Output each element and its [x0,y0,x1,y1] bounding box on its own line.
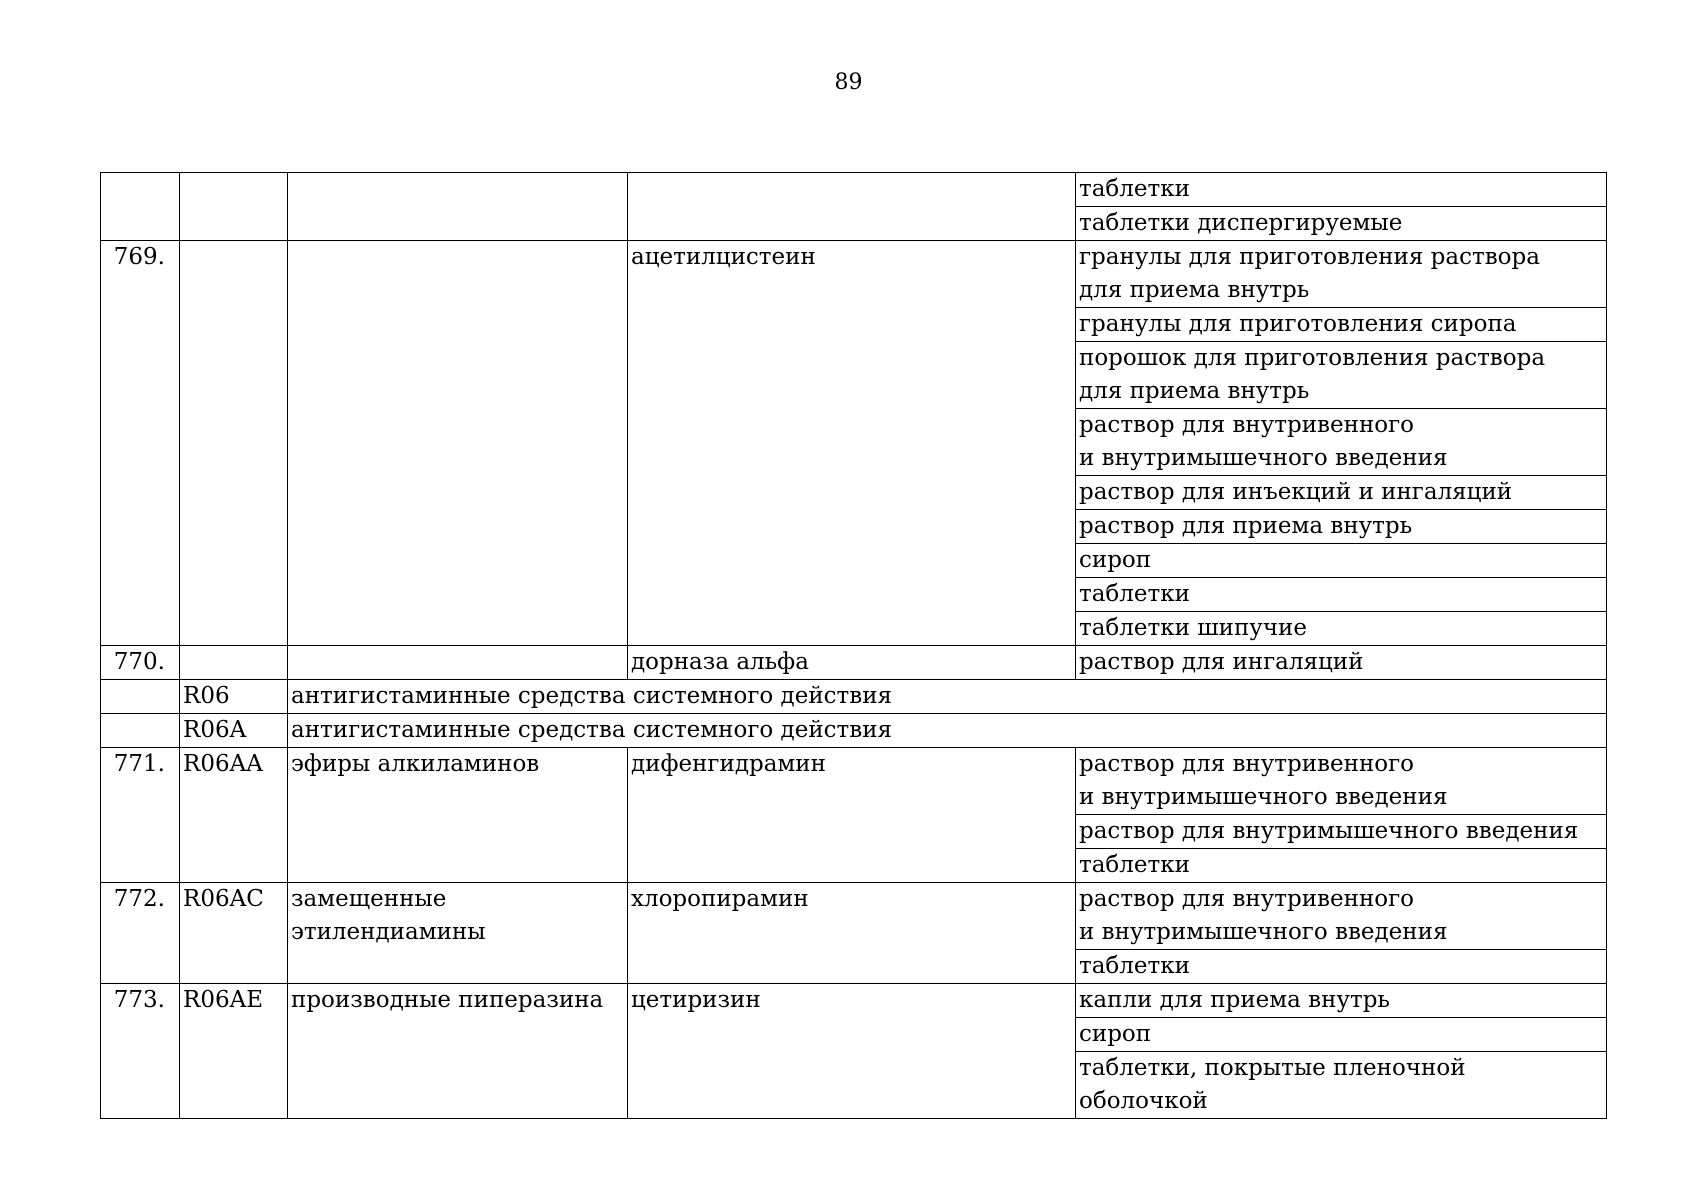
cell-form: таблетки, покрытые пленочной оболочкой [1076,1052,1607,1119]
cell-code: R06A [180,714,288,748]
cell-code: R06AC [180,883,288,984]
cell-num [101,173,180,241]
page-number: 89 [834,70,863,95]
cell-code [180,173,288,241]
cell-form: раствор для внутривенного и внутримышечного введения [1076,883,1607,950]
cell-group: антигистаминные средства системного действия [288,680,1607,714]
table-row [101,714,1607,748]
cell-drug: дифенгидрамин [628,748,1076,883]
cell-group: замещенные этилендиамины [288,883,628,984]
cell-code: R06AE [180,984,288,1119]
table-row [101,984,1607,1018]
cell-num [101,714,180,748]
cell-form: раствор для внутривенного и внутримышечного введения [1076,409,1607,476]
cell-form: капли для приема внутрь [1076,984,1607,1018]
cell-group: эфиры алкиламинов [288,748,628,883]
table-row [101,173,1607,207]
cell-form: гранулы для приготовления сиропа [1076,308,1607,342]
cell-form: порошок для приготовления раствора для приема внутрь [1076,342,1607,409]
cell-group [288,646,628,680]
cell-form: таблетки шипучие [1076,612,1607,646]
cell-num: 771. [101,748,180,883]
cell-form: таблетки [1076,173,1607,207]
cell-code [180,241,288,646]
drug-table-body [101,173,1607,1119]
cell-group [288,241,628,646]
cell-form: сироп [1076,1018,1607,1052]
cell-group: производные пиперазина [288,984,628,1119]
cell-form: сироп [1076,544,1607,578]
cell-group: антигистаминные средства системного действия [288,714,1607,748]
table-row [101,748,1607,815]
table-row [101,646,1607,680]
table-row [101,241,1607,308]
cell-form: раствор для приема внутрь [1076,510,1607,544]
cell-code: R06 [180,680,288,714]
cell-form: таблетки диспергируемые [1076,207,1607,241]
cell-num: 770. [101,646,180,680]
cell-code: R06AA [180,748,288,883]
cell-num: 772. [101,883,180,984]
cell-code [180,646,288,680]
cell-form: таблетки [1076,578,1607,612]
cell-num [101,680,180,714]
cell-drug [628,173,1076,241]
cell-form: раствор для ингаляций [1076,646,1607,680]
cell-form: раствор для инъекций и ингаляций [1076,476,1607,510]
cell-form: таблетки [1076,950,1607,984]
cell-drug: дорназа альфа [628,646,1076,680]
cell-form: таблетки [1076,849,1607,883]
table-row [101,883,1607,950]
cell-group [288,173,628,241]
drug-table [100,172,1607,1119]
cell-num: 769. [101,241,180,646]
cell-drug: цетиризин [628,984,1076,1119]
cell-form: раствор для внутримышечного введения [1076,815,1607,849]
cell-drug: ацетилцистеин [628,241,1076,646]
cell-num: 773. [101,984,180,1119]
cell-form: раствор для внутривенного и внутримышечного введения [1076,748,1607,815]
cell-form: гранулы для приготовления раствора для приема внутрь [1076,241,1607,308]
table-row [101,680,1607,714]
cell-drug: хлоропирамин [628,883,1076,984]
